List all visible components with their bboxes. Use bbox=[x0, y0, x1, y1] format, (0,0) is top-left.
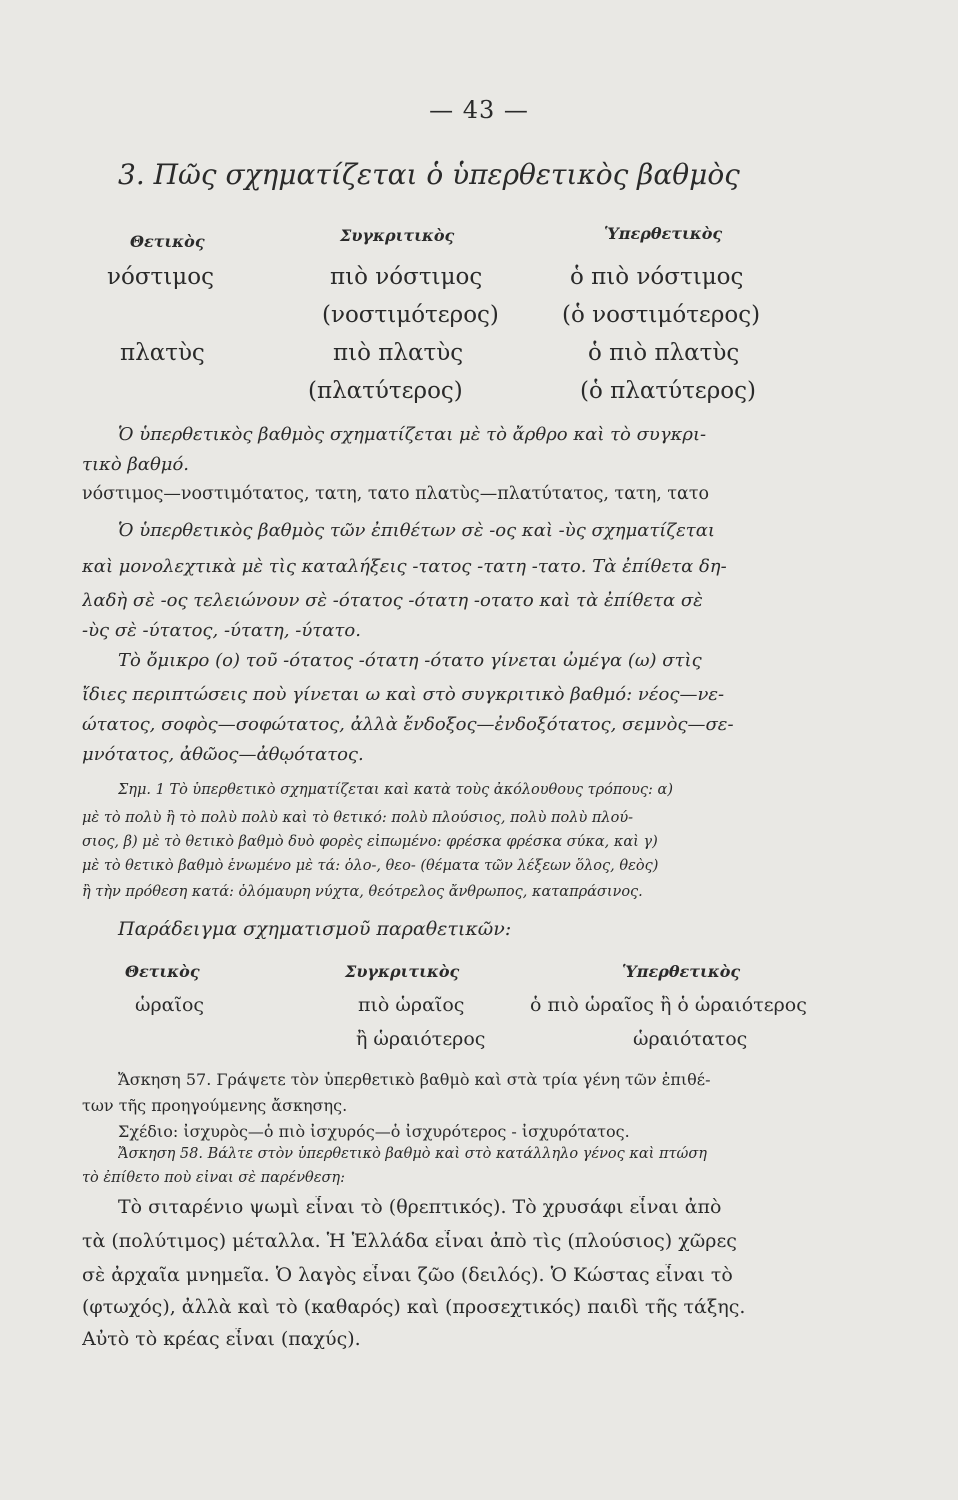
paragraph-line: Τὸ ὄμικρο (ο) τοῦ -ότατος -ότατη -ότατο γίνεται ὠμέγα (ω) στὶς bbox=[118, 650, 702, 671]
note-line: ἢ τὴν πρόθεση κατά: ὁλόμαυρη νύχτα, θεότρελος ἄνθρωπος, καταπράσινος. bbox=[82, 884, 643, 900]
paragraph-line: -ὺς σὲ -ύτατος, -ύτατη, -ύτατο. bbox=[82, 620, 361, 641]
note-line: μὲ τὸ θετικὸ βαθμὸ ἑνωμένο μὲ τά: ὁλο-, θεο- (θέματα τῶν λέξεων ὅλος, θεὸς) bbox=[82, 858, 659, 874]
table-cell: ὁ πιὸ νόστιμος bbox=[570, 264, 744, 290]
example-cell: ἢ ὡραιότερος bbox=[356, 1028, 486, 1050]
table-cell: πιὸ νόστιμος bbox=[330, 264, 483, 290]
paragraph-line: καὶ μονολεχτικὰ μὲ τὶς καταλήξεις -τατος -τατη -τατο. Τὰ ἐπίθετα δη- bbox=[82, 556, 727, 577]
page-number: — 43 — bbox=[429, 96, 529, 124]
note-line: μὲ τὸ πολὺ ἢ τὸ πολὺ πολὺ καὶ τὸ θετικό: πολὺ πλούσιος, πολὺ πολὺ πλού- bbox=[82, 810, 634, 826]
paragraph-line: λαδὴ σὲ -ος τελειώνουν σὲ -ότατος -ότατη -οτατο καὶ τὰ ἐπίθετα σὲ bbox=[82, 590, 703, 611]
table-header-comparative: Συγκριτικὸς bbox=[340, 226, 455, 245]
example-cell: πιὸ ὡραῖος bbox=[358, 994, 465, 1016]
table-cell: πιὸ πλατὺς bbox=[333, 340, 464, 366]
note-line: Σημ. 1 Τὸ ὑπερθετικὸ σχηματίζεται καὶ κατὰ τοὺς ἀκόλουθους τρόπους: α) bbox=[118, 782, 673, 798]
paragraph-line: τικὸ βαθμό. bbox=[82, 454, 190, 475]
example-header-superlative: Ὑπερθετικὸς bbox=[622, 962, 741, 981]
paragraph-line: ώτατος, σοφὸς—σοφώτατος, ἀλλὰ ἔνδοξος—ἐνδοξότατος, σεμνὸς—σε- bbox=[82, 714, 734, 735]
paragraph-line: Ὁ ὑπερθετικὸς βαθμὸς τῶν ἐπιθέτων σὲ -ος καὶ -ὺς σχηματίζεται bbox=[118, 520, 715, 541]
exercise-text-line: Αὐτὸ τὸ κρέας εἶναι (παχύς). bbox=[82, 1328, 361, 1350]
example-cell: ὡραιότατος bbox=[633, 1028, 748, 1050]
paragraph-line: Ὁ ὑπερθετικὸς βαθμὸς σχηματίζεται μὲ τὸ ἄρθρο καὶ τὸ συγκρι- bbox=[118, 424, 707, 445]
table-cell: ὁ πιὸ πλατὺς bbox=[588, 340, 740, 366]
example-cell: ὁ πιὸ ὡραῖος ἢ ὁ ὡραιότερος bbox=[530, 994, 807, 1016]
example-header-comparative: Συγκριτικὸς bbox=[345, 962, 460, 981]
example-title: Παράδειγμα σχηματισμοῦ παραθετικῶν: bbox=[118, 918, 512, 940]
exercise-57-line: Ἄσκηση 57. Γράψετε τὸν ὑπερθετικὸ βαθμὸ καὶ στὰ τρία γένη τῶν ἐπιθέ- bbox=[118, 1070, 711, 1089]
exercise-text-line: Τὸ σιταρένιο ψωμὶ εἶναι τὸ (θρεπτικός). Τὸ χρυσάφι εἶναι ἀπὸ bbox=[118, 1196, 722, 1218]
note-line: σιος, β) μὲ τὸ θετικὸ βαθμὸ δυὸ φορὲς εἰπωμένο: φρέσκα φρέσκα σύκα, καὶ γ) bbox=[82, 834, 658, 850]
section-title: 3. Πῶς σχηματίζεται ὁ ὑπερθετικὸς βαθμὸς bbox=[118, 158, 740, 191]
example-cell: ὡραῖος bbox=[135, 994, 205, 1016]
forms-line: νόστιμος—νοστιμότατος, τατη, τατο πλατὺς—πλατύτατος, τατη, τατο bbox=[82, 484, 710, 504]
paragraph-line: μνότατος, ἀθῶος—ἀθῳότατος. bbox=[82, 744, 364, 765]
paragraph-line: ἴδιες περιπτώσεις ποὺ γίνεται ω καὶ στὸ συγκριτικὸ βαθμό: νέος—νε- bbox=[82, 684, 725, 705]
example-header-positive: Θετικὸς bbox=[125, 962, 200, 981]
exercise-57-line: των τῆς προηγούμενης ἄσκησης. bbox=[82, 1096, 348, 1115]
exercise-57-example: Σχέδιο: ἰσχυρὸς—ὁ πιὸ ἰσχυρός—ὁ ἰσχυρότερος - ἰσχυρότατος. bbox=[118, 1122, 630, 1141]
table-cell: πλατὺς bbox=[120, 340, 205, 366]
exercise-text-line: (φτωχός), ἀλλὰ καὶ τὸ (καθαρός) καὶ (προσεχτικός) παιδὶ τῆς τάξης. bbox=[82, 1296, 746, 1318]
table-cell: (νοστιμότερος) bbox=[322, 302, 499, 328]
table-header-superlative: Ὑπερθετικὸς bbox=[604, 224, 723, 243]
table-cell: (ὁ πλατύτερος) bbox=[580, 378, 756, 404]
exercise-58-line: τὸ ἐπίθετο ποὺ εἶναι σὲ παρένθεση: bbox=[82, 1170, 345, 1186]
table-cell: νόστιμος bbox=[107, 264, 214, 290]
table-cell: (πλατύτερος) bbox=[308, 378, 463, 404]
exercise-text-line: σὲ ἀρχαῖα μνημεῖα. Ὁ λαγὸς εἶναι ζῶο (δειλός). Ὁ Κώστας εἶναι τὸ bbox=[82, 1264, 733, 1286]
table-header-positive: Θετικὸς bbox=[130, 232, 205, 251]
exercise-58-line: Ἄσκηση 58. Βάλτε στὸν ὑπερθετικὸ βαθμὸ καὶ στὸ κατάλληλο γένος καὶ πτώση bbox=[118, 1146, 707, 1162]
table-cell: (ὁ νοστιμότερος) bbox=[562, 302, 761, 328]
exercise-text-line: τὰ (πολύτιμος) μέταλλα. Ἡ Ἑλλάδα εἶναι ἀπὸ τὶς (πλούσιος) χῶρες bbox=[82, 1230, 737, 1252]
